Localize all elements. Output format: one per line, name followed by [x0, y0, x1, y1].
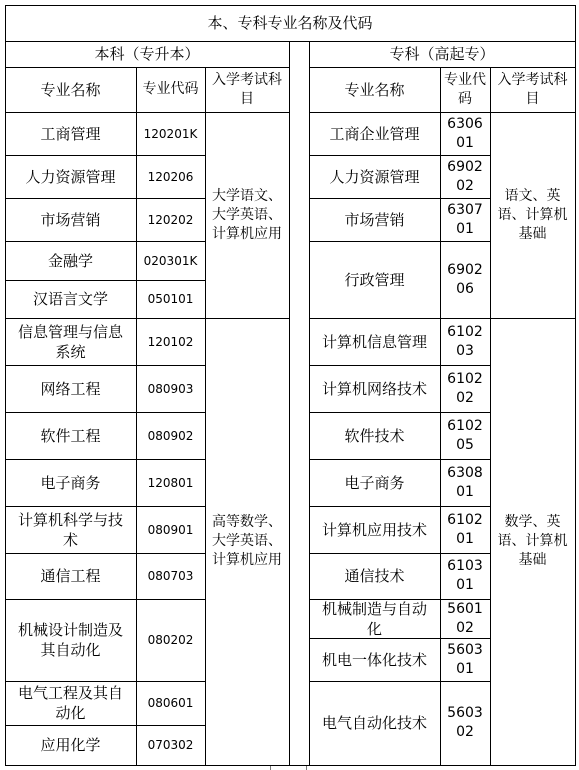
undergrad-major-name: 网络工程 [40, 379, 101, 398]
vocational-major-name: 计算机信息管理 [321, 332, 427, 351]
gap-left-border [289, 41, 290, 765]
undergrad-major-code: 120206 [147, 169, 194, 184]
undergrad-exam-subjects-2: 高等数学、大学英语、计算机应用 [212, 514, 282, 568]
vocational-major-code: 560102 [447, 600, 483, 636]
vocational-col-exam-header: 入学考试科目 [497, 71, 568, 107]
table-border-bottom [5, 765, 575, 766]
vocational-major-code: 610301 [447, 558, 483, 593]
undergrad-major-code: 120201K [143, 126, 198, 141]
undergrad-major-code: 080601 [147, 696, 194, 710]
vocational-col-code-header: 专业代码 [444, 71, 486, 107]
undergrad-major-code: 020301K [143, 253, 198, 268]
undergrad-major-name: 人力资源管理 [25, 167, 116, 186]
vocational-major-code: 690202 [447, 158, 483, 194]
undergrad-major-name: 软件工程 [40, 426, 101, 445]
vocational-major-code: 610203 [447, 323, 483, 359]
undergrad-major-name: 通信工程 [40, 567, 101, 585]
undergrad-major-code: 120202 [147, 212, 194, 227]
page-edge-tick [306, 766, 307, 770]
undergrad-major-name: 市场营销 [40, 210, 101, 229]
vocational-major-name: 计算机网络技术 [321, 379, 427, 398]
vocational-major-name: 软件技术 [344, 426, 405, 445]
vocational-major-name: 计算机应用技术 [321, 520, 427, 539]
table-border-right [575, 5, 576, 766]
vocational-major-code: 690206 [447, 261, 483, 297]
undergrad-major-code: 080703 [147, 569, 194, 583]
vocational-major-name: 电气自动化技术 [321, 714, 427, 732]
vocational-major-code: 610205 [447, 417, 483, 453]
vocational-major-name: 人力资源管理 [329, 167, 420, 186]
undergrad-col-name-header: 专业名称 [40, 80, 101, 99]
undergrad-major-name: 计算机科学与技术 [17, 510, 123, 549]
undergrad-major-name: 电气工程及其自动化 [17, 684, 123, 722]
undergrad-major-code: 080901 [147, 522, 194, 537]
vocational-col-name-header: 专业名称 [344, 80, 405, 99]
vocational-major-code: 630601 [447, 115, 483, 151]
undergrad-major-code: 080202 [147, 633, 194, 647]
undergrad-major-name: 金融学 [47, 251, 93, 270]
undergrad-major-name: 信息管理与信息系统 [17, 322, 123, 361]
vocational-major-code: 630701 [447, 201, 483, 237]
vocational-major-code: 610202 [447, 370, 483, 406]
vocational-major-code: 610201 [447, 511, 483, 547]
undergrad-major-code: 080902 [147, 428, 194, 443]
vocational-major-name: 行政管理 [344, 270, 405, 289]
undergrad-major-name: 应用化学 [40, 736, 101, 754]
undergrad-major-code: 120801 [147, 475, 194, 490]
undergrad-major-name: 汉语言文学 [32, 290, 108, 308]
undergrad-major-code: 050101 [147, 292, 194, 306]
vocational-major-name: 工商企业管理 [329, 124, 420, 143]
vocational-major-name: 机电一体化技术 [321, 650, 427, 669]
vocational-exam-subjects-2: 数学、英语、计算机基础 [497, 514, 568, 568]
vocational-exam-subjects-1: 语文、英语、计算机基础 [497, 187, 568, 242]
undergrad-heading: 本科（专升本） [94, 45, 200, 63]
undergrad-major-name: 工商管理 [40, 124, 101, 143]
page-edge-tick [270, 766, 271, 770]
undergrad-major-code: 070302 [147, 738, 194, 752]
undergrad-col-exam-header: 入学考试科目 [212, 71, 282, 107]
undergrad-major-code: 080903 [147, 381, 194, 396]
vocational-major-name: 市场营销 [344, 210, 405, 229]
undergrad-col-code-header: 专业代码 [142, 81, 199, 97]
vocational-heading: 专科（高起专） [389, 45, 495, 63]
vocational-major-name: 机械制造与自动化 [321, 599, 427, 638]
vocational-major-name: 电子商务 [344, 473, 405, 492]
vocational-major-code: 560302 [447, 705, 483, 740]
vocational-major-code: 630801 [447, 464, 483, 500]
vocational-major-name: 通信技术 [344, 567, 405, 585]
vocational-major-code: 560301 [447, 641, 483, 677]
undergrad-exam-subjects-1: 大学语文、大学英语、计算机应用 [212, 187, 282, 242]
undergrad-major-code: 120102 [147, 334, 194, 349]
table-title: 本、专科专业名称及代码 [207, 14, 373, 32]
undergrad-major-name: 电子商务 [40, 473, 101, 492]
undergrad-major-name: 机械设计制造及其自动化 [17, 621, 123, 659]
